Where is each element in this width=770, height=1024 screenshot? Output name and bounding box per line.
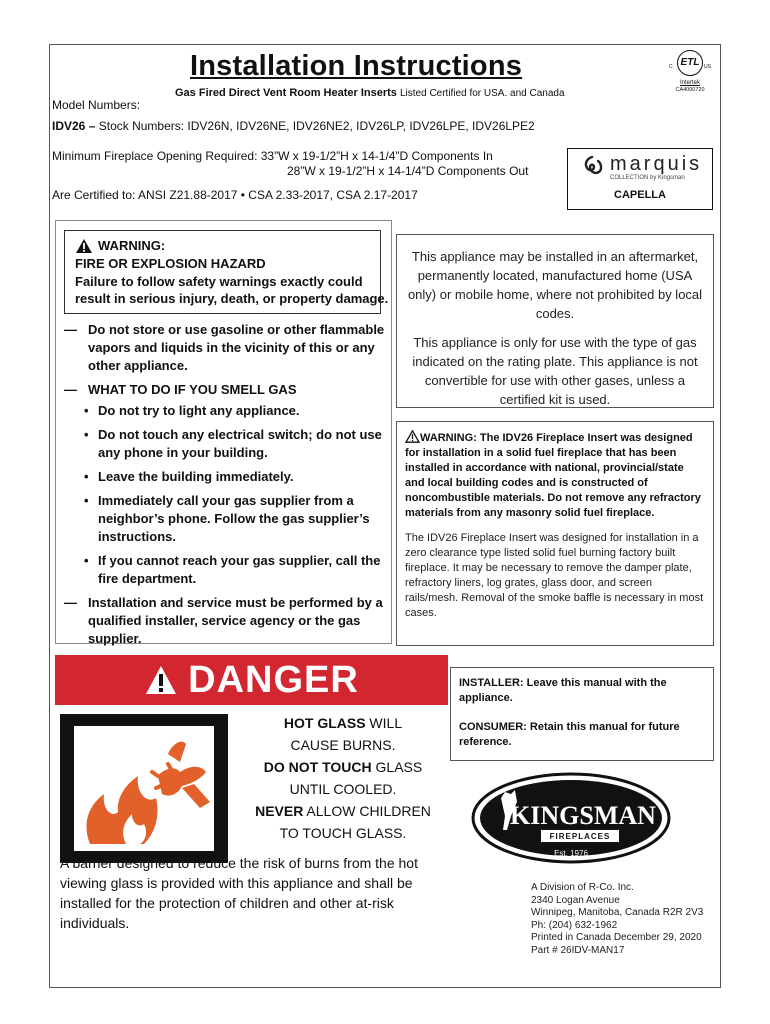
allow-children: ALLOW CHILDREN — [303, 803, 431, 819]
kingsman-logo — [471, 772, 671, 864]
min-opening-line1: Minimum Fireplace Opening Required: 33”W x 19-1/2”H x 14-1/4”D Components In — [52, 149, 493, 163]
never: NEVER — [255, 803, 304, 819]
glass: GLASS — [371, 759, 423, 775]
marquis-wordmark: marquis — [610, 153, 703, 175]
installer-note: INSTALLER: Leave this manual with the appliance. — [459, 677, 667, 704]
warning-triangle-icon — [405, 430, 420, 443]
address-line: Ph: (204) 632-1962 — [531, 919, 618, 931]
danger-header — [55, 655, 448, 705]
installer-consumer-notice — [450, 667, 714, 761]
model-id: IDV26 — [52, 119, 86, 133]
barrier-notice: A barrier designed to reduce the risk of burns from the hot viewing glass is provided with this appliance and shall be installed for the protection of children and other at-risk individuals. — [60, 855, 418, 931]
consumer-note: CONSUMER: Retain this manual for future reference. — [459, 721, 680, 748]
dash-mark: — — [64, 595, 77, 610]
warning-triangle-icon — [75, 238, 93, 254]
list-subitem — [64, 552, 389, 588]
will: WILL — [365, 715, 403, 731]
to-touch-glass: TO TOUCH GLASS. — [279, 825, 407, 841]
kingsman-name: KINGSMAN — [510, 801, 656, 830]
marquis-swirl-icon — [580, 155, 604, 179]
address-line: 2340 Logan Avenue — [531, 894, 620, 906]
marquis-logo-box — [567, 148, 713, 210]
cert-mark: ETL — [677, 50, 703, 76]
do-not-touch: DO NOT TOUCH — [263, 759, 372, 775]
list-subitem-text: If you cannot reach your gas supplier, call the fire department. — [98, 553, 381, 586]
danger-label — [55, 655, 448, 946]
aftermarket-paragraph-1: This appliance may be installed in an aftermarket, permanently located, manufactured home (USA only) or mobile home, where not prohibited by local codes. — [407, 249, 703, 321]
idv26-warning — [396, 421, 714, 646]
marquis-logo — [568, 149, 712, 185]
list-subitem-text: Leave the building immediately. — [98, 469, 294, 484]
company-address — [531, 882, 703, 958]
page-title: Installation Instructions — [190, 50, 523, 82]
certified-standards: Are Certified to: ANSI Z21.88-2017 • CSA 2.33-2017, CSA 2.17-2017 — [52, 188, 418, 202]
model-dash: – — [88, 119, 96, 133]
warning-heading-text: WARNING: — [98, 238, 166, 253]
list-item-text: WHAT TO DO IF YOU SMELL GAS — [88, 382, 297, 397]
aftermarket-paragraph-2: This appliance is only for use with the type of gas indicated on the rating plate. This appliance is not convertible for use with other gases, unless a certified kit is used. — [412, 335, 698, 407]
idv26-warning-bold-text: WARNING: The IDV26 Fireplace Insert was designed for installation in a solid fuel fireplace that has been installed in accordance with national, provincial/state and local building codes and is constructed of noncombustible materials. Do not remove any refractory materials from any masonry solid fuel fireplace. — [405, 432, 701, 519]
warning-triangle-icon — [144, 664, 178, 696]
list-subitem — [64, 492, 389, 546]
bullet-mark: • — [84, 469, 89, 484]
cert-us: US — [704, 64, 711, 70]
list-subitem — [64, 402, 389, 420]
subtitle-bold: Gas Fired Direct Vent Room Heater Inserts — [175, 87, 397, 99]
etl-certification-icon — [666, 50, 714, 98]
dash-mark: — — [64, 322, 77, 337]
kingsman-est: Est. 1976 — [554, 849, 588, 858]
warning-heading — [75, 237, 370, 255]
stock-numbers: Stock Numbers: IDV26N, IDV26NE, IDV26NE2, IDV26LP, IDV26LPE, IDV26LPE2 — [98, 119, 535, 133]
cert-number: CA4000720 — [675, 87, 705, 93]
hot-glass: HOT GLASS — [283, 715, 366, 731]
list-item-text: Installation and service must be performed by a qualified installer, service agency or the gas supplier. — [88, 595, 383, 646]
list-item-text: Do not store or use gasoline or other flammable vapors and liquids in the vicinity of this or any other appliance. — [88, 322, 385, 373]
address-line: Winnipeg, Manitoba, Canada R2R 2V3 — [531, 907, 704, 919]
gas-safety-list — [64, 321, 389, 654]
warning-line-3: result in serious injury, death, or property damage. — [75, 291, 389, 306]
marquis-collection: COLLECTION by Kingsman — [610, 175, 685, 181]
product-name: CAPELLA — [614, 189, 666, 201]
cert-c: C — [669, 64, 673, 70]
address-line: Part # 26IDV-MAN17 — [531, 944, 625, 956]
fire-hazard-warning — [64, 230, 389, 314]
cert-intertek: Intertek — [679, 80, 700, 86]
until-cooled: UNTIL COOLED. — [289, 781, 397, 797]
warning-line-2: Failure to follow safety warnings exactly could — [75, 273, 363, 289]
bullet-mark: • — [84, 493, 89, 508]
aftermarket-notice — [396, 234, 714, 408]
list-item — [64, 594, 389, 648]
danger-message — [243, 713, 443, 845]
bullet-mark: • — [84, 553, 89, 568]
idv26-warning-normal: The IDV26 Fireplace Insert was designed for installation in a zero clearance type listed solid fuel burning factory built fireplace. It may be necessary to remove the damper plate, refractory liners, log grates, glass door, and screen rails/mesh. Removal of the smoke baffle is necessary in most cases. — [405, 532, 704, 619]
list-subitem — [64, 426, 389, 462]
list-subitem-text: Immediately call your gas supplier from a neighbor’s phone. Follow the gas supplier’s instructions. — [98, 493, 370, 544]
bullet-mark: • — [84, 427, 89, 442]
page-subtitle — [175, 87, 565, 99]
list-item — [64, 381, 389, 399]
kingsman-sub: FIREPLACES — [549, 832, 611, 841]
dash-mark: — — [64, 382, 77, 397]
address-line: A Division of R-Co. Inc. — [531, 882, 634, 893]
address-line: Printed in Canada December 29, 2020 — [531, 932, 702, 944]
list-subitem-text: Do not try to light any appliance. — [98, 403, 300, 418]
cause-burns: CAUSE BURNS. — [290, 737, 396, 753]
model-stock-line — [52, 119, 535, 133]
model-numbers-label: Model Numbers: — [52, 98, 141, 112]
hot-glass-hand-icon — [60, 714, 228, 863]
subtitle-light: Listed Certified for USA. and Canada — [399, 88, 565, 99]
list-subitem — [64, 468, 389, 486]
bullet-mark: • — [84, 403, 89, 418]
min-opening-line2: 28”W x 19-1/2”H x 14-1/4”D Components Out — [287, 164, 529, 178]
list-item — [64, 321, 389, 375]
warning-line-1: FIRE OR EXPLOSION HAZARD — [75, 256, 266, 271]
list-subitem-text: Do not touch any electrical switch; do not use any phone in your building. — [98, 427, 382, 460]
danger-heading: DANGER — [188, 658, 359, 701]
idv26-warning-bold — [405, 430, 705, 521]
